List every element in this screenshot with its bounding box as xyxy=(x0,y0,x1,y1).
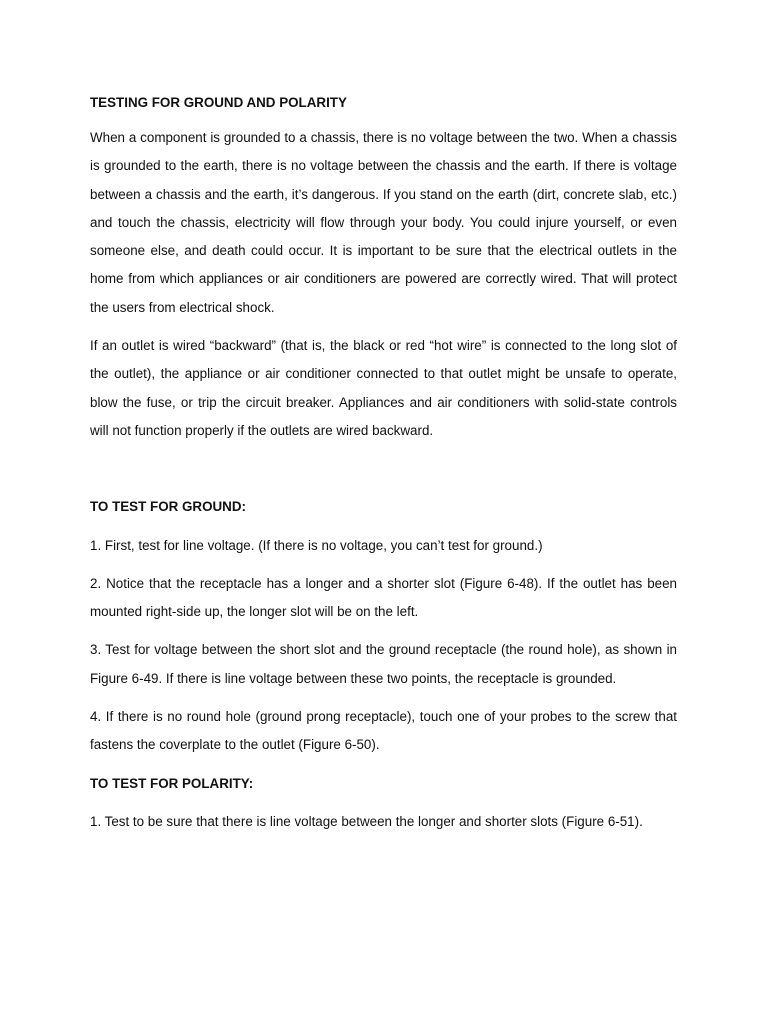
intro-paragraph-1: When a component is grounded to a chassis, there is no voltage between the two. When a chassis is grounded to the earth, there is no voltage between the chassis and the earth. If there is voltage between a chassis and the earth, it’s dangerous. If you stand on the earth (dirt, concrete slab, etc.) and touch the chassis, electricity will flow through your body. You could injure yourself, or even someone else, and death could occur. It is important to be sure that the electrical outlets in the home from which appliances or air conditioners are powered are correctly wired. That will protect the users from electrical shock. xyxy=(90,130,677,315)
document-title: TESTING FOR GROUND AND POLARITY xyxy=(90,95,347,110)
ground-step-1: 1. First, test for line voltage. (If there is no voltage, you can’t test for ground.) xyxy=(90,537,543,553)
section-spacer xyxy=(90,455,677,493)
ground-step-2: 2. Notice that the receptacle has a longer and a shorter slot (Figure 6-48). If the outlet has been mounted right-side up, the longer slot will be on the left. xyxy=(90,575,677,620)
ground-step-4: 4. If there is no round hole (ground prong receptacle), touch one of your probes to the screw that fastens the coverplate to the outlet (Figure 6-50). xyxy=(90,709,677,753)
ground-section-heading: TO TEST FOR GROUND: xyxy=(90,499,246,515)
polarity-section-heading: TO TEST FOR POLARITY: xyxy=(90,775,254,791)
intro-paragraph-2: If an outlet is wired “backward” (that is, the black or red “hot wire” is connected to the long slot of the outlet), the appliance or air conditioner connected to that outlet might be unsafe to operate, blow the fuse, or trip the circuit breaker. Appliances and air conditioners with solid-state controls will not function properly if the outlets are wired backward. xyxy=(90,338,677,438)
document-body xyxy=(90,93,677,846)
ground-step-3: 3. Test for voltage between the short slot and the ground receptacle (the round hole), as shown in Figure 6-49. If there is line voltage between these two points, the receptacle is grounded. xyxy=(90,642,677,686)
polarity-step-1: 1. Test to be sure that there is line voltage between the longer and shorter slots (Figure 6-51). xyxy=(90,813,643,829)
